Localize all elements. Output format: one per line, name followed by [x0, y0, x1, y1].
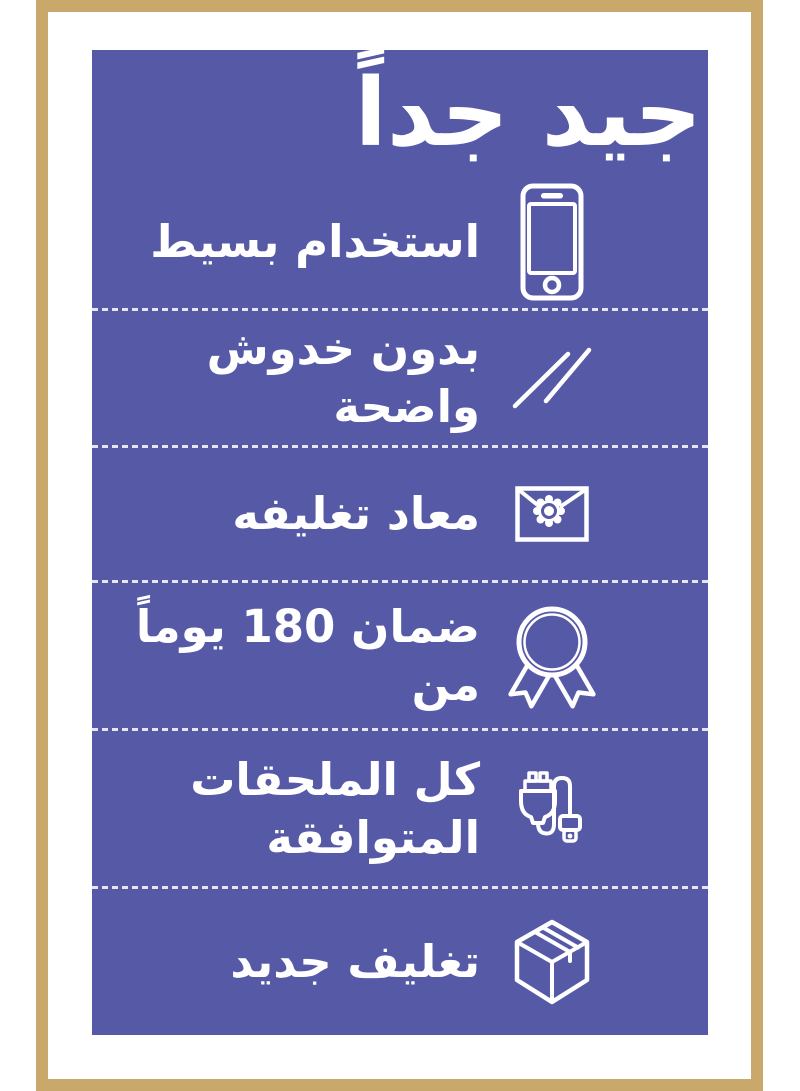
smartphone-icon — [502, 183, 602, 301]
package-box-icon — [502, 919, 602, 1005]
feature-line: كل الملحقات — [190, 752, 480, 806]
feature-line: استخدام بسيط — [150, 215, 480, 268]
feature-line: معاد تغليفه — [232, 487, 480, 540]
warranty-medal-icon — [502, 603, 602, 709]
scratches-icon — [502, 347, 602, 409]
feature-text — [190, 751, 480, 867]
feature-text — [207, 320, 480, 436]
feature-text — [136, 598, 480, 714]
feature-text — [232, 485, 480, 543]
feature-line: ضمان 180 يوماً — [135, 599, 480, 653]
feature-row-simple-usage — [92, 176, 708, 308]
feature-line: من — [411, 657, 480, 711]
feature-line: بدون خدوش — [206, 322, 480, 375]
feature-row-accessories — [92, 731, 708, 886]
feature-row-new-packaging — [92, 889, 708, 1035]
page-title: جيد جداً — [354, 59, 702, 168]
usb-cable-icon — [502, 770, 602, 848]
infographic-panel — [92, 50, 708, 1035]
feature-text — [230, 933, 480, 991]
feature-row-repackaged — [92, 448, 708, 580]
feature-line: المتوافقة — [266, 810, 480, 864]
feature-line: تغليف جديد — [230, 935, 480, 988]
feature-row-warranty — [92, 583, 708, 728]
feature-row-no-scratches — [92, 311, 708, 445]
sealed-envelope-icon — [502, 486, 602, 542]
feature-text — [150, 213, 480, 271]
feature-line: واضحة — [333, 380, 480, 433]
